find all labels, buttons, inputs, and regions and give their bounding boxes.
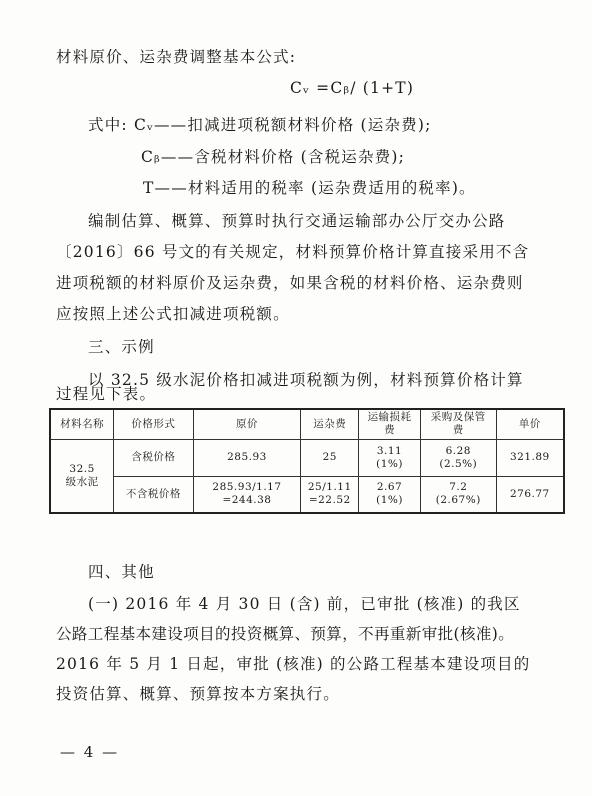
section4-heading: 四、其他 xyxy=(88,563,155,581)
table-row xyxy=(50,439,564,476)
cell-freight xyxy=(301,476,359,513)
header-purchase-storage: 采购及保管费 xyxy=(420,409,496,439)
material-line-1: 32.5 xyxy=(69,462,95,475)
formula-def-cb: Cᵦ——含税材料价格 (含税运杂费); xyxy=(141,148,406,166)
header-unit-price: 单价 xyxy=(496,409,564,439)
loss-rate: (1%) xyxy=(376,457,403,470)
cell-form: 不含税价格 xyxy=(114,476,193,513)
section4-line-1: (一) 2016 年 4 月 30 日 (含) 前，已审批 (核准) 的我区 xyxy=(88,595,521,613)
formula-intro: 材料原价、运杂费调整基本公式: xyxy=(56,48,297,66)
cell-material xyxy=(50,439,114,513)
loss-rate: (1%) xyxy=(376,494,403,507)
material-line-2: 级水泥 xyxy=(65,475,99,488)
formula-def-cv xyxy=(88,113,432,135)
paragraph-line-2: 〔2016〕66 号文的有关规定，材料预算价格计算直接采用不含 xyxy=(56,243,530,261)
header-freight: 运杂费 xyxy=(301,409,359,439)
cell-freight: 25 xyxy=(301,439,359,476)
formula: Cᵥ =Cᵦ/ (1+T) xyxy=(290,79,415,97)
section4-line-3: 2016 年 5 月 1 日起，审批 (核准) 的公路工程基本建设项目的 xyxy=(56,655,531,673)
cell-loss xyxy=(359,476,421,513)
price-table xyxy=(49,408,565,514)
price-formula: 285.93/1.17 xyxy=(212,481,282,494)
loss-value: 3.11 xyxy=(376,444,403,457)
purchase-value: 7.2 xyxy=(449,481,468,494)
cell-price xyxy=(193,476,301,513)
purchase-rate: (2.5%) xyxy=(439,457,478,470)
cell-form: 含税价格 xyxy=(114,439,193,476)
price-result: =244.38 xyxy=(222,494,272,507)
header-price-form: 价格形式 xyxy=(114,409,193,439)
header-material: 材料名称 xyxy=(50,409,114,439)
section3-heading: 三、示例 xyxy=(88,338,155,356)
def-cv-text: Cᵥ——扣减进项税额材料价格 (运杂费); xyxy=(133,116,432,134)
formula-def-t: T——材料适用的税率 (运杂费适用的税率)。 xyxy=(143,179,476,197)
where-prefix: 式中: xyxy=(88,116,134,134)
cell-unit: 321.89 xyxy=(496,439,564,476)
paragraph-line-3: 进项税额的材料原价及运杂费，如果含税的材料价格、运杂费则 xyxy=(56,274,524,292)
section4-line-4: 投资估算、概算、预算按本方案执行。 xyxy=(56,685,340,703)
section4-line-2: 公路工程基本建设项目的投资概算、预算，不再重新审批(核准)。 xyxy=(56,625,515,643)
loss-value: 2.67 xyxy=(376,481,403,494)
header-transport-loss: 运输损耗费 xyxy=(359,409,421,439)
cell-unit: 276.77 xyxy=(496,476,564,513)
cell-purchase xyxy=(420,439,496,476)
freight-result: =22.52 xyxy=(308,494,351,507)
section3-line-2: 过程见下表。 xyxy=(56,385,157,403)
purchase-value: 6.28 xyxy=(445,444,471,457)
table-row xyxy=(50,476,564,513)
table-header-row xyxy=(50,409,564,439)
cell-price: 285.93 xyxy=(193,439,301,476)
cell-purchase xyxy=(420,476,496,513)
header-original-price: 原价 xyxy=(193,409,301,439)
paragraph-line-1: 编制估算、概算、预算时执行交通运输部办公厅交办公路 xyxy=(88,212,506,230)
paragraph-line-4: 应按照上述公式扣减进项税额。 xyxy=(56,305,290,323)
page-number: — 4 — xyxy=(60,743,120,761)
cell-loss xyxy=(359,439,421,476)
section3-line-1: 以 32.5 级水泥价格扣减进项税额为例，材料预算价格计算 xyxy=(88,371,524,389)
freight-formula: 25/1.11 xyxy=(307,481,352,494)
purchase-rate: (2.67%) xyxy=(435,494,481,507)
